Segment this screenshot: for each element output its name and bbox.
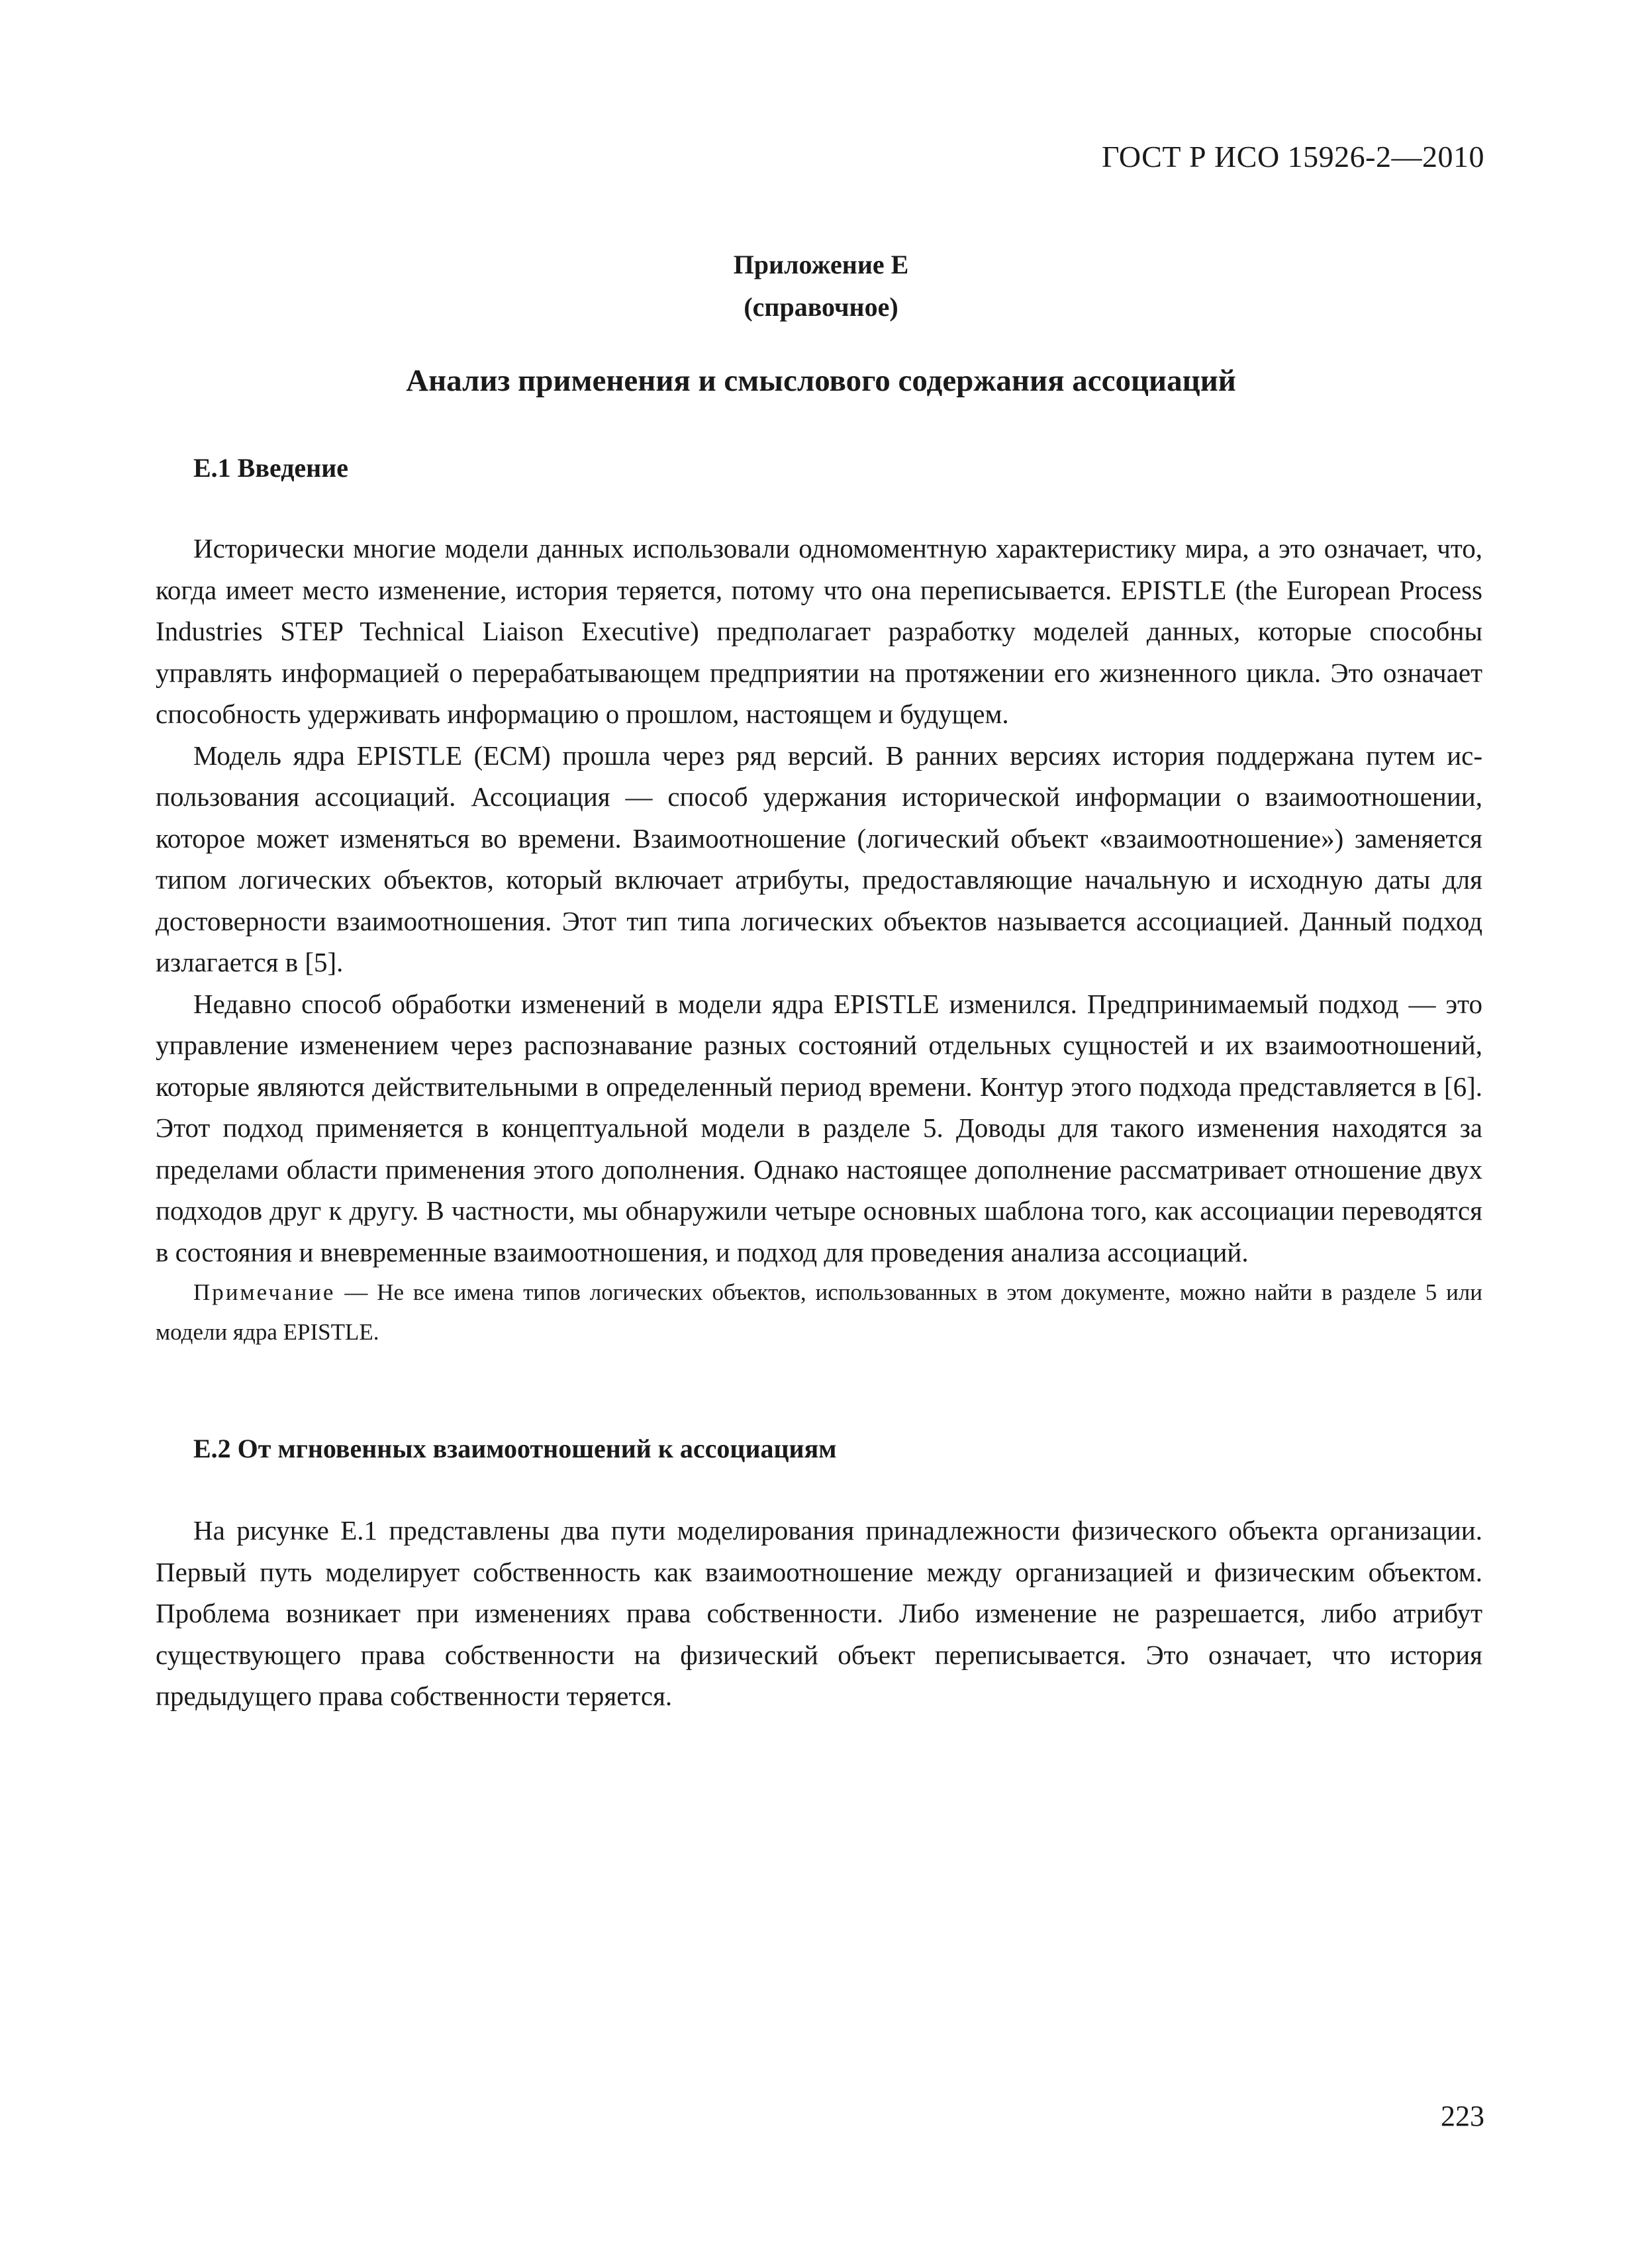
section-heading-e2: Е.2 От мгновенных взаимоотношений к ассоциациям <box>193 1434 837 1463</box>
note-label: Примечание <box>193 1279 336 1305</box>
page-number: 223 <box>1441 2100 1484 2132</box>
section-e1-body <box>156 528 1482 1352</box>
annex-type: (справочное) <box>744 292 898 322</box>
section-heading-e1: Е.1 Введение <box>193 453 349 483</box>
note-text: — Не все имена типов логических объектов, использованных в этом документе, можно найти в разделе 5 или модели ядра EPISTLE. <box>156 1279 1482 1345</box>
annex-title: Анализ применения и смыслового содержания ассоциаций <box>406 364 1236 398</box>
annex-heading <box>0 244 1642 328</box>
paragraph: Недавно способ обработки изменений в модели ядра EPISTLE изменился. Предпринимаемый подход — это управление изменением через распознавание разных состояний отдельных сущностей и их взаимоотношений, которые являются действительными в определенный период времени. Контур этого подхода представляется в [6]. Этот подход применяется в концептуальной модели в разделе 5. Доводы для такого изменения находятся за пределами области применения этого дополнения. Однако настоящее дополнение рассматривает отношение двух подходов друг к другу. В частности, мы обнаружили четыре основных шаблона того, как ассоциации переводятся в состояния и вневременные взаимоотношения, и подход для проведения анализа ассоциаций. <box>156 988 1482 1267</box>
paragraph: Исторически многие модели данных использовали одномоментную характеристику мира, а это означает, что, когда имеет место изменение, история теряется, потому что она переписывается. EPISTLE (the European Process Industries STEP Technical Liaison Executive) предполагает разработку моделей данных, которые способны управлять информацией о перерабатывающем предприятии на протяжении его жизненного цикла. Это означает способность удерживать информацию о прошлом, настоящем и будущем. <box>156 533 1482 729</box>
paragraph: На рисунке Е.1 представлены два пути моделирования принадлежности физического объекта организации. Первый путь моделирует собственность как взаимоотношение между организацией и физическим объектом. Проблема возникает при изменениях права собственности. Либо изменение не разрешается, либо атрибут существующего права собственности на физический объект переписывается. Это означает, что история предыдущего права собственности теряется. <box>156 1515 1482 1711</box>
section-e2-body <box>156 1510 1482 1717</box>
note <box>156 1273 1482 1352</box>
annex-label: Приложение Е <box>733 250 909 279</box>
paragraph: Модель ядра EPISTLE (ECM) прошла через ряд версий. В ранних версиях история поддержана путем использования ассоциаций. Ассоциация — способ удержания исторической информации о взаимоотношении, которое может изменяться во времени. Взаимоотношение (логический объект «взаимоотношение») заменяется типом логических объектов, который включает атрибуты, предоставляющие начальную и исходную даты для достоверности взаимоотношения. Этот тип типа логических объектов называется ассоциацией. Данный подход излагается в [5]. <box>156 740 1482 977</box>
document-code: ГОСТ Р ИСО 15926-2—2010 <box>1101 140 1484 173</box>
